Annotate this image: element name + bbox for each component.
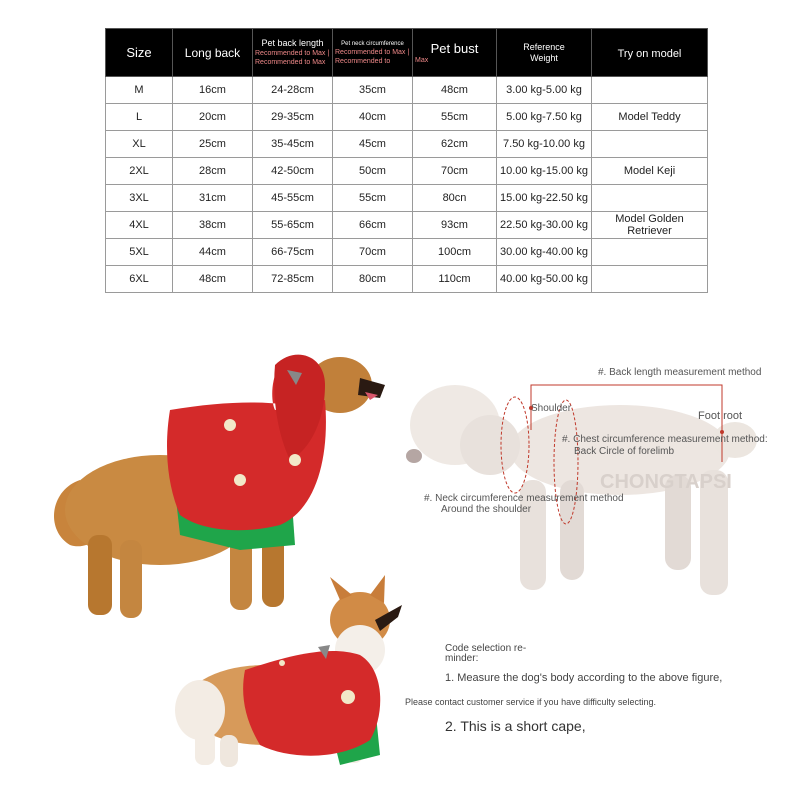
- cell-back: 20cm: [173, 104, 253, 131]
- cell-model: [592, 185, 708, 212]
- cell-size: 6XL: [106, 266, 173, 293]
- table-row: [106, 77, 708, 104]
- cell-weight: 15.00 kg-22.50 kg: [497, 185, 592, 212]
- cell-length: 55-65cm: [253, 212, 333, 239]
- cell-back: 31cm: [173, 185, 253, 212]
- poodle-measurement-illustration: [400, 370, 770, 610]
- cell-back: 44cm: [173, 239, 253, 266]
- cell-neck: 80cm: [333, 266, 413, 293]
- header-model: Try on model: [592, 29, 708, 77]
- cell-size: 3XL: [106, 185, 173, 212]
- notes-contact: Please contact customer service if you have difficulty selecting.: [405, 697, 656, 707]
- header-back-length: Pet back length Recommended to Max | Recommended to Max: [253, 29, 333, 77]
- cell-neck: 55cm: [333, 185, 413, 212]
- cell-bust: 93cm: [413, 212, 497, 239]
- flower-button: [341, 690, 355, 704]
- notes-title-line1: Code selection re-: [445, 643, 527, 654]
- shoulder-label: Shoulder: [531, 403, 572, 414]
- cell-bust: 55cm: [413, 104, 497, 131]
- header-bust: Pet bust Max: [413, 29, 497, 77]
- cell-bust: 48cm: [413, 77, 497, 104]
- cell-model: Model Golden Retriever: [592, 212, 708, 239]
- cell-model: [592, 266, 708, 293]
- cell-size: L: [106, 104, 173, 131]
- cell-neck: 50cm: [333, 158, 413, 185]
- header-long-back: Long back: [173, 29, 253, 77]
- watermark: CHONGTAPSI: [600, 471, 732, 493]
- corgi-leg: [195, 730, 215, 765]
- chest-measure-label: #. Chest circumference measurement method:: [562, 434, 768, 445]
- cell-weight: 40.00 kg-50.00 kg: [497, 266, 592, 293]
- table-header-row: [106, 29, 708, 77]
- cell-bust: 62cm: [413, 131, 497, 158]
- cell-bust: 100cm: [413, 239, 497, 266]
- cell-size: 4XL: [106, 212, 173, 239]
- cell-model: [592, 77, 708, 104]
- notes-title-line2: minder:: [445, 653, 479, 664]
- cell-weight: 7.50 kg-10.00 kg: [497, 131, 592, 158]
- header-neck: Pet neck circumference Recommended to Max | Recommended to: [333, 29, 413, 77]
- cell-length: 35-45cm: [253, 131, 333, 158]
- header-weight: Reference Weight: [497, 29, 592, 77]
- cell-length: 66-75cm: [253, 239, 333, 266]
- cell-size: 2XL: [106, 158, 173, 185]
- corgi-leg: [220, 735, 238, 767]
- cell-length: 42-50cm: [253, 158, 333, 185]
- cell-neck: 35cm: [333, 77, 413, 104]
- cell-weight: 30.00 kg-40.00 kg: [497, 239, 592, 266]
- foot-root-label: Foot root: [698, 410, 743, 422]
- table-row: [106, 239, 708, 266]
- cell-neck: 66cm: [333, 212, 413, 239]
- flower-button: [224, 419, 236, 431]
- cell-model: [592, 239, 708, 266]
- cell-weight: 5.00 kg-7.50 kg: [497, 104, 592, 131]
- flower-button: [289, 454, 301, 466]
- dog-leg: [88, 535, 112, 615]
- notes-step2: 2. This is a short cape,: [445, 718, 586, 734]
- chest-measure-sub: Back Circle of forelimb: [574, 446, 675, 457]
- neck-measure-label: #. Neck circumference measurement method: [424, 493, 624, 504]
- poodle-ear: [460, 415, 520, 475]
- cell-size: 5XL: [106, 239, 173, 266]
- cell-model: Model Teddy: [592, 104, 708, 131]
- cell-bust: 80cn: [413, 185, 497, 212]
- back-length-label: #. Back length measurement method: [598, 367, 762, 378]
- cell-back: 28cm: [173, 158, 253, 185]
- cell-length: 72-85cm: [253, 266, 333, 293]
- corgi-cape-illustration: [170, 575, 410, 775]
- table-row: [106, 104, 708, 131]
- cell-length: 24-28cm: [253, 77, 333, 104]
- cell-back: 38cm: [173, 212, 253, 239]
- table-row: [106, 212, 708, 239]
- cell-length: 45-55cm: [253, 185, 333, 212]
- notes-step1: 1. Measure the dog's body according to the above figure,: [445, 672, 723, 684]
- table-row: [106, 131, 708, 158]
- flower-button: [234, 474, 246, 486]
- cell-length: 29-35cm: [253, 104, 333, 131]
- cell-bust: 110cm: [413, 266, 497, 293]
- cell-bust: 70cm: [413, 158, 497, 185]
- cell-model: Model Keji: [592, 158, 708, 185]
- cell-neck: 70cm: [333, 239, 413, 266]
- cell-model: [592, 131, 708, 158]
- cell-weight: 10.00 kg-15.00 kg: [497, 158, 592, 185]
- cell-size: M: [106, 77, 173, 104]
- cell-size: XL: [106, 131, 173, 158]
- neck-measure-sub: Around the shoulder: [441, 504, 532, 515]
- dog-leg: [120, 540, 142, 618]
- poodle-nose: [406, 449, 422, 463]
- header-size: Size: [106, 29, 173, 77]
- table-row: [106, 185, 708, 212]
- flower-button: [279, 660, 285, 666]
- cell-neck: 40cm: [333, 104, 413, 131]
- cell-back: 16cm: [173, 77, 253, 104]
- table-row: [106, 266, 708, 293]
- red-cape: [243, 651, 380, 756]
- cell-weight: 22.50 kg-30.00 kg: [497, 212, 592, 239]
- size-table: [105, 28, 708, 293]
- cell-back: 48cm: [173, 266, 253, 293]
- cell-back: 25cm: [173, 131, 253, 158]
- cell-neck: 45cm: [333, 131, 413, 158]
- cell-weight: 3.00 kg-5.00 kg: [497, 77, 592, 104]
- table-row: [106, 158, 708, 185]
